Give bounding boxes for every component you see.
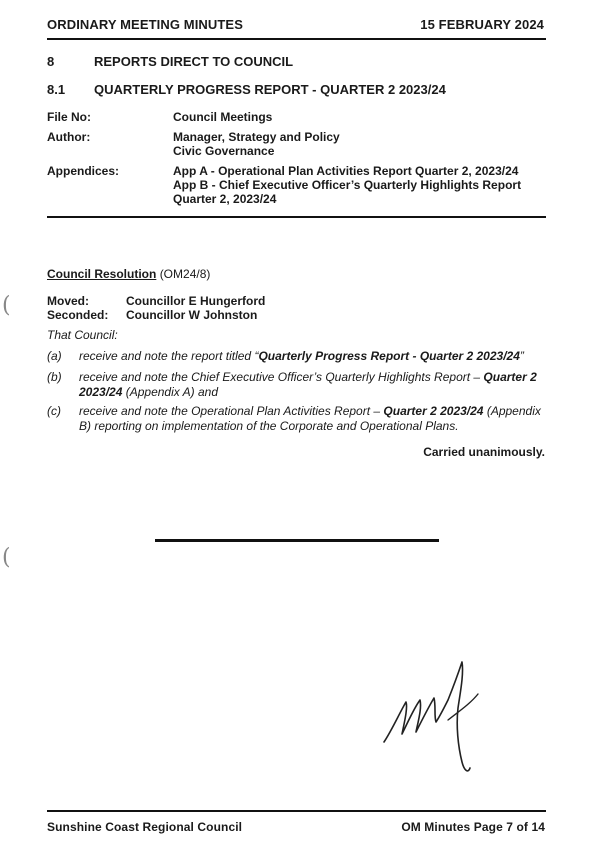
- item-bold-text: 2023/24: [79, 385, 123, 399]
- item-marker: (c): [47, 404, 61, 418]
- footer-rule: [47, 810, 546, 812]
- punch-hole-mark: (: [2, 293, 11, 318]
- resolution-item-b: [79, 370, 537, 400]
- carried-text: Carried unanimously.: [423, 445, 545, 459]
- item-text: (Appendix A) and: [122, 385, 219, 399]
- item-text: ”: [519, 349, 524, 363]
- header-date: 15 FEBRUARY 2024: [420, 17, 544, 32]
- punch-hole-mark: (: [2, 545, 11, 570]
- appendix-line: Quarter 2, 2023/24: [173, 192, 277, 206]
- item-text: receive and note the report titled “: [79, 349, 259, 363]
- appendices-label: Appendices:: [47, 164, 120, 178]
- file-no-value: Council Meetings: [173, 110, 273, 124]
- resolution-intro: That Council:: [47, 328, 118, 342]
- section-number: 8: [47, 54, 55, 69]
- author-line: Manager, Strategy and Policy: [173, 130, 340, 144]
- footer-page-number: OM Minutes Page 7 of 14: [401, 820, 545, 834]
- footer-council-name: Sunshine Coast Regional Council: [47, 820, 243, 834]
- end-of-item-rule: [155, 539, 439, 542]
- item-text: receive and note the Chief Executive Officer’s Quarterly Highlights Report –: [79, 370, 484, 384]
- item-bold-text: Quarter 2 2023/24: [383, 404, 484, 418]
- section-title: REPORTS DIRECT TO COUNCIL: [94, 54, 294, 69]
- seconded-label: Seconded:: [47, 308, 109, 322]
- details-rule: [47, 216, 546, 218]
- item-text: receive and note the Operational Plan Activities Report –: [79, 404, 384, 418]
- item-text: B) reporting on implementation of the Corporate and Operational Plans.: [79, 419, 459, 433]
- signature-image: [378, 650, 488, 780]
- item-marker: (b): [47, 370, 62, 384]
- header-rule: [47, 38, 546, 40]
- subsection-title: QUARTERLY PROGRESS REPORT - QUARTER 2 2023/24: [94, 82, 446, 97]
- file-no-label: File No:: [47, 110, 91, 124]
- moved-label: Moved:: [47, 294, 89, 308]
- resolution-ref: (OM24/8): [159, 267, 211, 281]
- item-bold-text: Quarter 2: [483, 370, 537, 384]
- resolution-item-a: [79, 349, 524, 364]
- resolution-heading-line: [47, 267, 210, 282]
- appendices-list: [173, 164, 521, 206]
- header-title: ORDINARY MEETING MINUTES: [47, 17, 243, 32]
- appendix-line: App B - Chief Executive Officer’s Quarterly Highlights Report: [173, 178, 522, 192]
- moved-value: Councillor E Hungerford: [126, 294, 266, 308]
- author-label: Author:: [47, 130, 91, 144]
- resolution-item-c: [79, 404, 541, 434]
- author-value: [173, 130, 340, 158]
- resolution-heading: Council Resolution: [47, 267, 157, 281]
- item-bold-text: Quarterly Progress Report - Quarter 2 2023/24: [258, 349, 520, 363]
- seconded-value: Councillor W Johnston: [126, 308, 258, 322]
- item-marker: (a): [47, 349, 62, 363]
- item-text: (Appendix: [483, 404, 541, 418]
- appendix-line: App A - Operational Plan Activities Report Quarter 2, 2023/24: [173, 164, 519, 178]
- subsection-number: 8.1: [47, 82, 66, 97]
- author-line: Civic Governance: [173, 144, 275, 158]
